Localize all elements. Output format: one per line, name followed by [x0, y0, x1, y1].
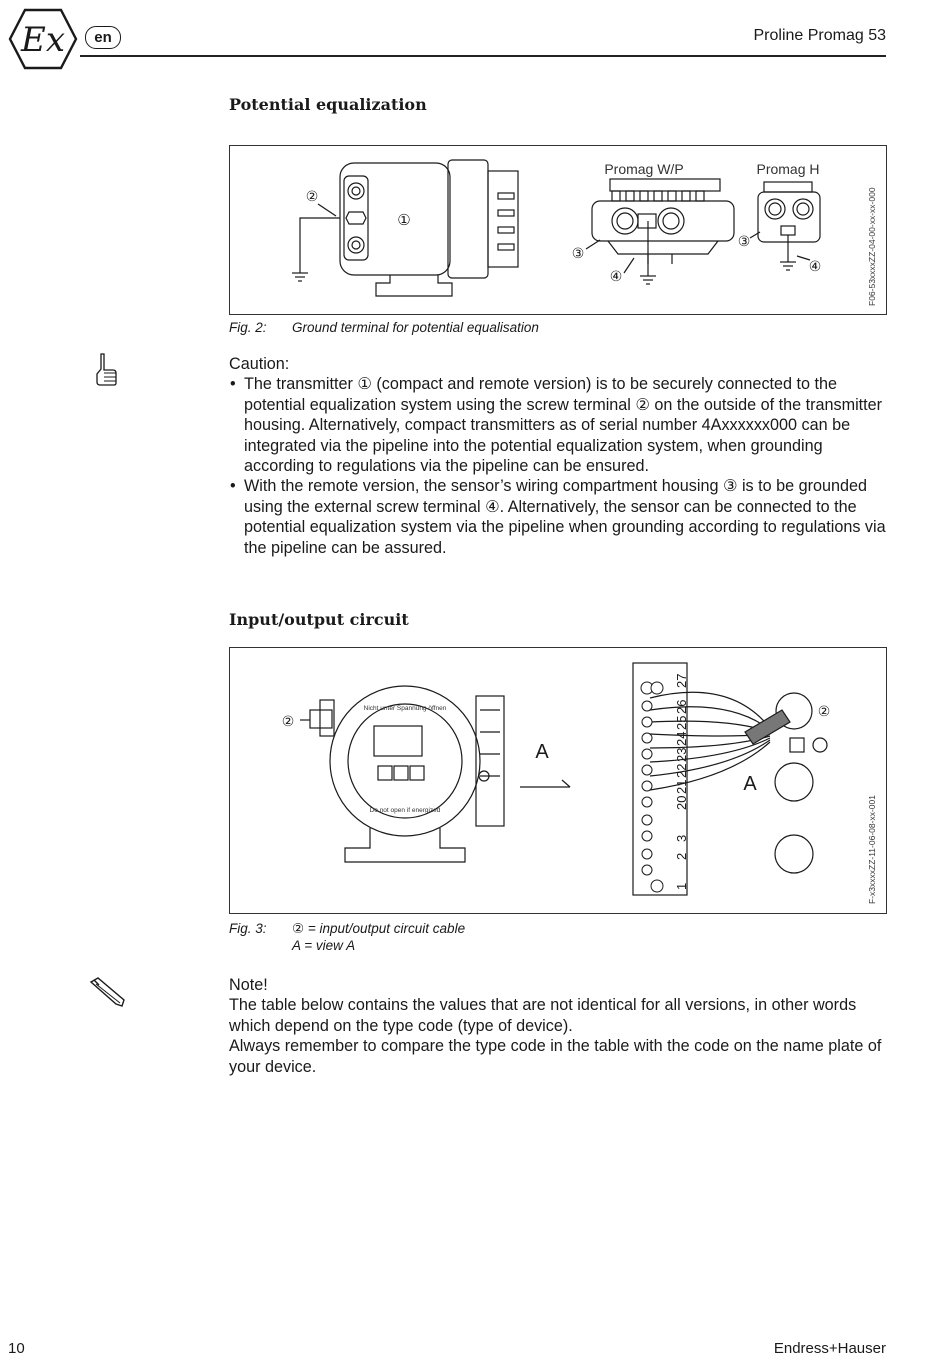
figure-2-caption: Ground terminal for potential equalisation — [292, 320, 539, 335]
caution-bullet-1: • The transmitter ① (compact and remote version) is to be securely connected to the potential equalization system using the screw terminal ② on the outside of the transmitter housing. Alternatively, compact transmitters as of serial number 4Axxxxxx000 can be integrated via the pipeline into the potential equalization system, when grounding according to regulations via the pipeline can be ensured. — [229, 374, 889, 476]
caution-title: Caution: — [229, 355, 290, 373]
callout-2-right: ② — [817, 703, 831, 719]
callout-2-left: ② — [281, 713, 295, 729]
footer-brand: Endress+Hauser — [773, 1340, 886, 1357]
terminal-number-labels — [674, 674, 689, 890]
ex-logo-text: Ex — [21, 20, 65, 60]
label-promag-h: Promag H — [756, 161, 820, 177]
caution-block — [229, 354, 889, 558]
figure-3-number: Fig. 3: — [229, 921, 267, 936]
language-badge-label: en — [94, 29, 112, 46]
terminal-27: 27 — [674, 673, 689, 688]
view-a-label-arrow: A — [535, 741, 549, 763]
io-circuit-drawing — [230, 648, 886, 913]
terminal-3: 3 — [674, 834, 689, 842]
callout-3-wp: ③ — [571, 245, 585, 261]
figure-3-caption-line1: ② = input/output circuit cable — [292, 921, 466, 936]
callout-4-h: ④ — [808, 258, 822, 274]
terminal-21: 21 — [674, 779, 689, 794]
caution-hand-icon — [92, 352, 120, 386]
terminal-1: 1 — [674, 882, 689, 890]
housing-text-bottom: Do not open if energized — [369, 807, 441, 814]
header-rule — [80, 55, 886, 57]
callout-3-h: ③ — [737, 233, 751, 249]
note-pencil-icon — [88, 976, 128, 1008]
figure-code-2: F-x3xxxxZZ-11-06-08-xx-001 — [867, 795, 877, 904]
figure-io-circuit — [229, 647, 887, 914]
ground-terminal-drawing — [230, 146, 886, 314]
terminal-25: 25 — [674, 715, 689, 730]
ex-logo — [8, 8, 78, 70]
caution-bullet-2: • With the remote version, the sensor’s wiring compartment housing ③ is to be grounded using the external screw terminal ④. Alternatively, the sensor can be connected to the potential equalization system via the pipeline when grounding according to regulations via the pipeline can be assured. — [229, 476, 889, 558]
section-heading-input-output: Input/output circuit — [229, 610, 409, 629]
figure-3-caption-line2: A = view A — [292, 938, 356, 953]
terminal-24: 24 — [674, 731, 689, 746]
callout-4-wp: ④ — [609, 268, 623, 284]
terminal-2: 2 — [674, 852, 689, 860]
housing-text-top: Nicht unter Spannung öffnen — [363, 705, 447, 712]
terminal-22: 22 — [674, 763, 689, 778]
note-line-1: The table below contains the values that are not identical for all versions, in other words which depend on the type code (type of device). — [229, 996, 857, 1035]
callout-2-top: ② — [305, 188, 319, 204]
terminal-20: 20 — [674, 795, 689, 810]
document-title: Proline Promag 53 — [753, 27, 886, 44]
note-line-2: Always remember to compare the type code in the table with the code on the name plate of your device. — [229, 1037, 882, 1076]
language-badge — [85, 26, 121, 49]
callout-1: ① — [397, 212, 411, 229]
view-a-label-detail: A — [743, 773, 757, 795]
caution-list — [229, 374, 889, 558]
label-promag-wp: Promag W/P — [604, 161, 684, 177]
note-block — [229, 975, 889, 1077]
figure-code-1: F06-53xxxxZZ-04-00-xx-xx-000 — [867, 187, 877, 306]
figure-2-number: Fig. 2: — [229, 320, 267, 335]
section-heading-potential-equalization: Potential equalization — [229, 95, 427, 114]
note-title: Note! — [229, 976, 268, 994]
page-number: 10 — [8, 1340, 25, 1357]
terminal-26: 26 — [674, 699, 689, 714]
figure-ground-terminal — [229, 145, 887, 315]
terminal-23: 23 — [674, 747, 689, 762]
